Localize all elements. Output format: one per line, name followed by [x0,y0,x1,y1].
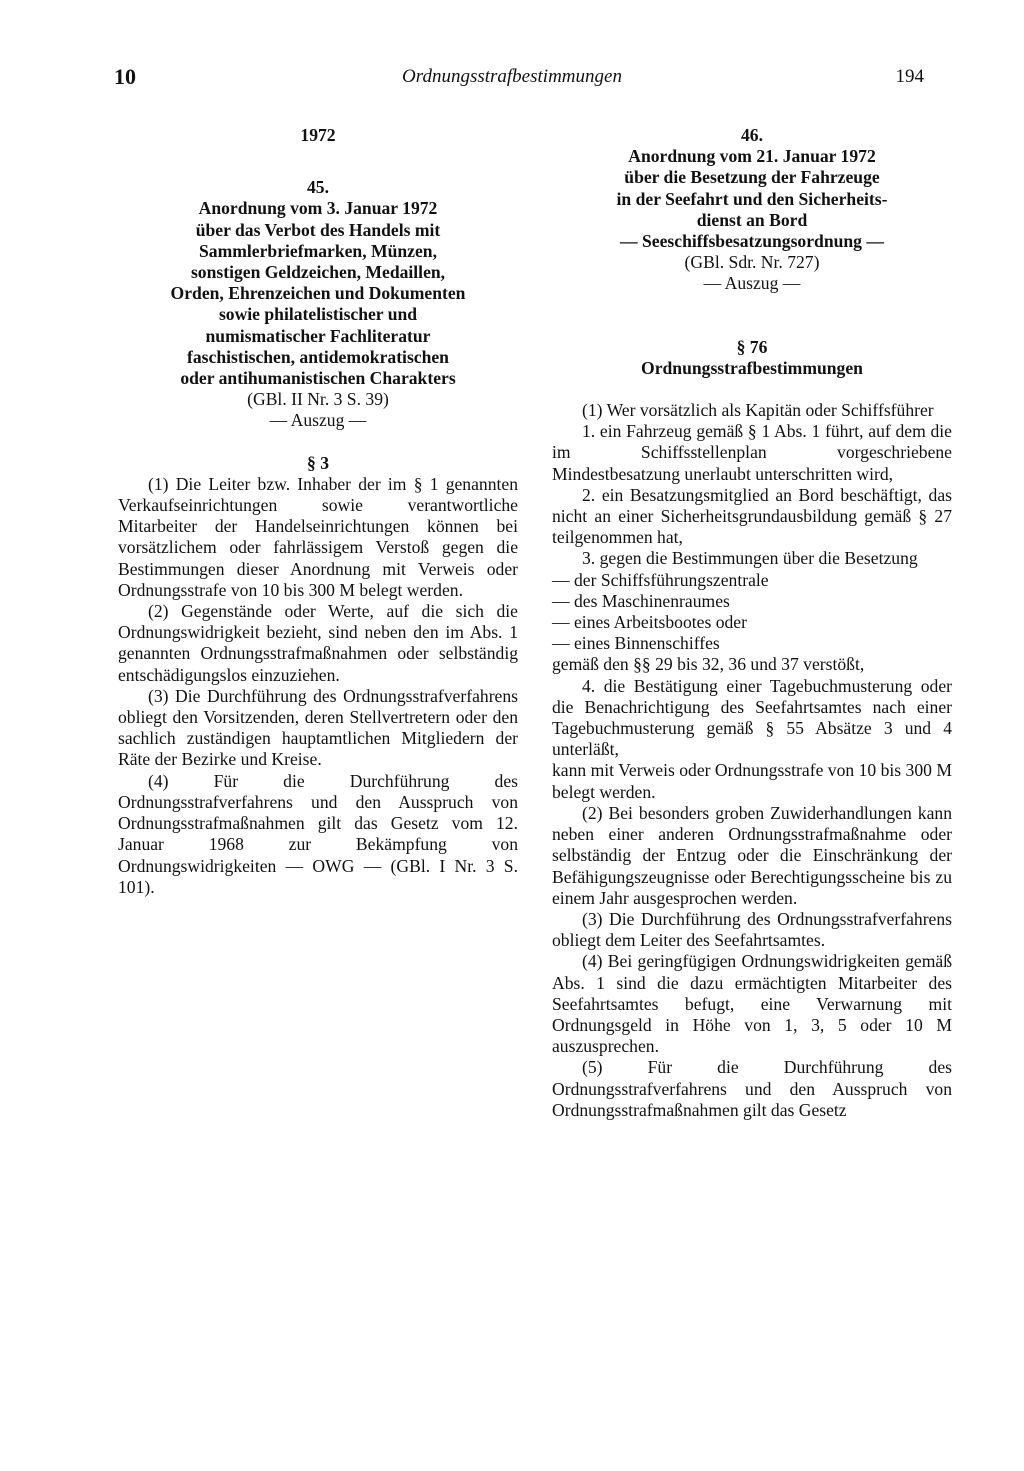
ordinance-title-line: Orden, Ehrenzeichen und Dokumenten [170,283,466,304]
ordinance-title-line: in der Seefahrt und den Sicherheits- [616,188,888,209]
ordinance-title-line: über das Verbot des Handels mit [195,219,441,240]
paragraph: (1) Die Leiter bzw. Inhaber der im § 1 genannten Verkaufseinrichtungen sowie verantwortliche Mitarbeiter der Handelseinrichtungen können bei vorsätzlichem oder fahrlässigem Verstoß gegen die Bestimmungen dieser Anordnung mit Verweis oder Ordnungsstrafe von 10 bis 300 M belegt werden. [118,473,518,600]
paragraph-end: kann mit Verweis oder Ordnungsstrafe von 10 bis 300 M belegt werden. [552,760,952,802]
list-item: 4. die Bestätigung einer Tagebuchmusterung oder die Benachrichtigung des Seefahrtsamtes nach einer Tagebuchmusterung gemäß § 55 Absätze 3 und 4 unterläßt, [552,675,952,760]
paragraph: (2) Gegenstände oder Werte, auf die sich die Ordnungswidrigkeit bezieht, sind neben den im Abs. 1 genannten Ordnungsstrafmaßnahmen oder selbständig entschädigungslos einzuziehen. [118,601,518,685]
ordinance-title-line: — Seeschiffsbesatzungsordnung — [620,231,884,252]
ordinance-title-line: über die Besetzung der Fahrzeuge [624,167,880,188]
ordinance-title-line: sonstigen Geldzeichen, Medaillen, [190,262,446,283]
ordinance-title-line: faschistischen, antidemokratischen [187,346,449,367]
running-header-title: Ordnungsstrafbestimmungen [402,66,622,87]
ordinance-title-line: Anordnung vom 3. Januar 1972 [198,198,438,219]
list-item-end: gemäß den §§ 29 bis 32, 36 und 37 verstößt, [552,654,865,675]
page-number-right: 194 [895,66,924,87]
ordinance-title-line: Anordnung vom 21. Januar 1972 [628,146,876,167]
ordinance-number: 46. [741,125,763,145]
paragraph: (3) Die Durchführung des Ordnungsstrafverfahrens obliegt den Vorsitzenden, deren Stellvertretern oder den sachlich zuständigen hauptamtlichen Mitgliedern der Räte der Bezirke und Kreise. [118,685,518,770]
ordinance-number: 45. [307,177,329,198]
left-column [118,125,518,898]
page-number: 10 [114,64,136,89]
paragraph: (4) Für die Durchführung des Ordnungsstrafverfahrens und den Ausspruch von Ordnungsstrafmaßnahmen gilt das Gesetz vom 12. Januar 1968 zur Bekämpfung von Ordnungswidrigkeiten — OWG — (GBl. I Nr. 3 S. 101). [118,770,518,897]
list-item: 3. gegen die Bestimmungen über die Besetzung [582,548,918,569]
paragraph: (2) Bei besonders groben Zuwiderhandlungen kann neben einer anderen Ordnungsstrafmaßnahme oder selbständig der Entzug oder die Einschränkung der Befähigungszeugnisse oder Berechtigungsscheine bis zu einem Jahr ausgesprochen werden. [552,802,952,908]
paragraph: (1) Wer vorsätzlich als Kapitän oder Schiffsführer [582,400,934,421]
paragraph: (5) Für die Durchführung des Ordnungsstrafverfahrens und den Ausspruch von Ordnungsstrafmaßnahmen gilt das Gesetz [552,1057,952,1120]
dash-item: — eines Arbeitsbootes oder [552,612,747,633]
paragraph: (3) Die Durchführung des Ordnungsstrafverfahrens obliegt dem Leiter des Seefahrtsamtes. [552,908,952,951]
ordinance-title-line: numismatischer Fachliteratur [205,325,431,346]
ordinance-title-line: dienst an Bord [696,209,808,230]
section-heading: § 3 [307,452,329,473]
source-citation: (GBl. Sdr. Nr. 727) [684,252,820,273]
source-citation: (GBl. II Nr. 3 S. 39) [247,389,389,410]
ordinance-title-line: sowie philatelistischer und [218,304,418,325]
dash-item: — eines Binnenschiffes [552,633,720,654]
paragraph: (4) Bei geringfügigen Ordnungswidrigkeiten gemäß Abs. 1 sind die dazu ermächtigten Mitarbeiter des Seefahrtsamtes befugt, eine Verwarnung mit Ordnungsgeld in Höhe von 1, 3, 5 oder 10 M auszusprechen. [552,951,952,1057]
section-heading: § 76 [736,336,768,357]
dash-item: — der Schiffsführungszentrale [552,569,769,590]
dash-item: — des Maschinenraumes [552,590,730,611]
section-title: Ordnungsstrafbestimmungen [641,357,863,378]
right-column [552,125,952,1121]
ordinance-title-line: oder antihumanistischen Charakters [180,368,456,389]
ordinance-title-line: Sammlerbriefmarken, Münzen, [199,240,437,261]
list-item: 2. ein Besatzungsmitglied an Bord beschäftigt, das nicht an einer Sicherheitsgrundausbildung gemäß § 27 teilgenommen hat, [552,484,952,548]
excerpt-label: — Auszug — [703,273,801,294]
year-heading: 1972 [300,125,336,145]
list-item: 1. ein Fahrzeug gemäß § 1 Abs. 1 führt, auf dem die im Schiffsstellenplan vorgeschriebene Mindestbesatzung unerlaubt unterschritten wird, [552,421,952,484]
excerpt-label: — Auszug — [269,410,367,431]
